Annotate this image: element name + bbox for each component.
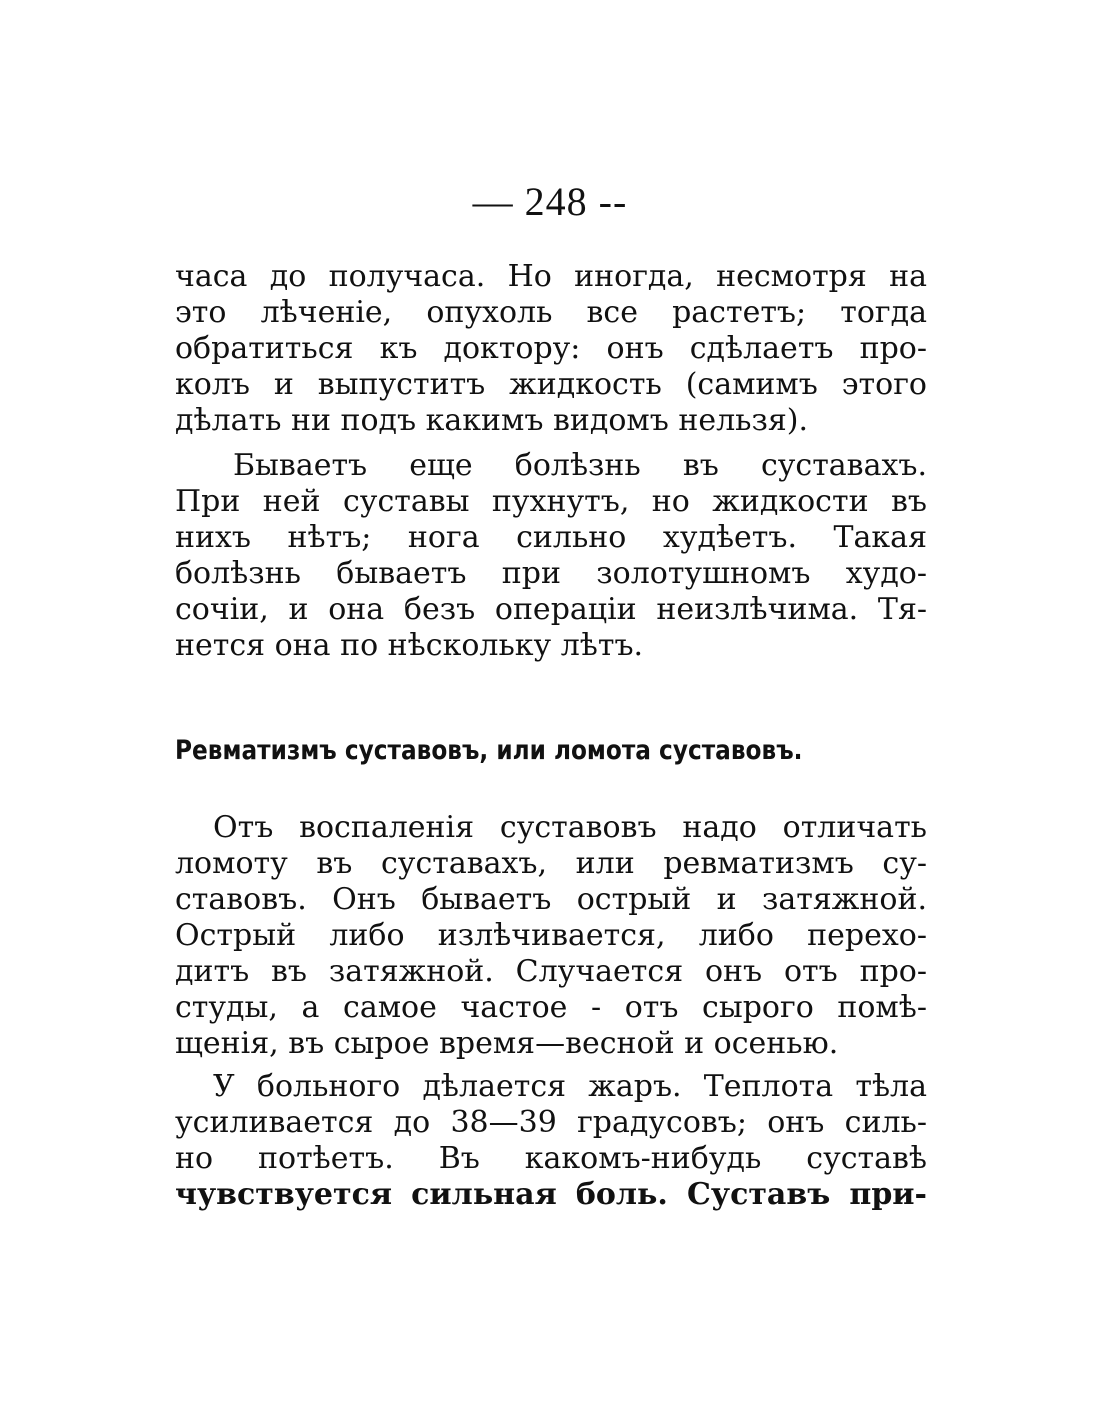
text-line: нется она по нѣскольку лѣтъ. (175, 628, 644, 663)
text-line: Бываетъ еще болѣзнь въ суставахъ. (233, 448, 927, 483)
text-line: усиливается до 38—39 градусовъ; онъ силь- (175, 1105, 927, 1140)
text-line: ставовъ. Онъ бываетъ острый и затяжной. (175, 882, 927, 917)
text-line: ломоту въ суставахъ, или ревматизмъ су- (175, 846, 927, 881)
text-line: чувствуется сильная боль. Суставъ при- (175, 1177, 927, 1212)
text-line: сочіи, и она безъ операціи неизлѣчима. Тя- (175, 592, 927, 627)
text-line: болѣзнь бываетъ при золотушномъ худо- (175, 556, 927, 591)
text-line: студы, а самое частое - отъ сырого помѣ- (175, 990, 927, 1025)
text-line: дѣлать ни подъ какимъ видомъ нельзя). (175, 403, 809, 438)
text-line: дитъ въ затяжной. Случается онъ отъ про- (175, 954, 927, 989)
text-line: это лѣченіе, опухоль все растетъ; тогда (175, 295, 927, 330)
paragraph-joint-disease (175, 448, 927, 664)
paragraph-rheumatism-intro (175, 810, 927, 1062)
text-line: нихъ нѣтъ; нога сильно худѣетъ. Такая (175, 520, 927, 555)
text-line: У больного дѣлается жаръ. Теплота тѣла (213, 1069, 927, 1104)
text-line: часа до получаса. Но иногда, несмотря на (175, 259, 927, 294)
text-line: обратиться къ доктору: онъ сдѣлаетъ про- (175, 331, 927, 366)
text-line: щенія, въ сырое время—весной и осенью. (175, 1026, 839, 1061)
paragraph-continuation (175, 259, 927, 439)
page-number: — 248 -- (472, 179, 628, 224)
section-heading: Ревматизмъ суставовъ, или ломота суставовъ. (175, 735, 803, 766)
text-line: Острый либо излѣчивается, либо перехо- (175, 918, 927, 953)
paragraph-rheumatism-symptoms (175, 1069, 927, 1213)
text-line: Отъ воспаленія суставовъ надо отличать (213, 810, 927, 845)
text-line: но потѣетъ. Въ какомъ-нибудь суставѣ (175, 1141, 927, 1176)
text-line: При ней суставы пухнутъ, но жидкости въ (175, 484, 927, 519)
text-line: колъ и выпуститъ жидкость (самимъ этого (175, 367, 927, 402)
